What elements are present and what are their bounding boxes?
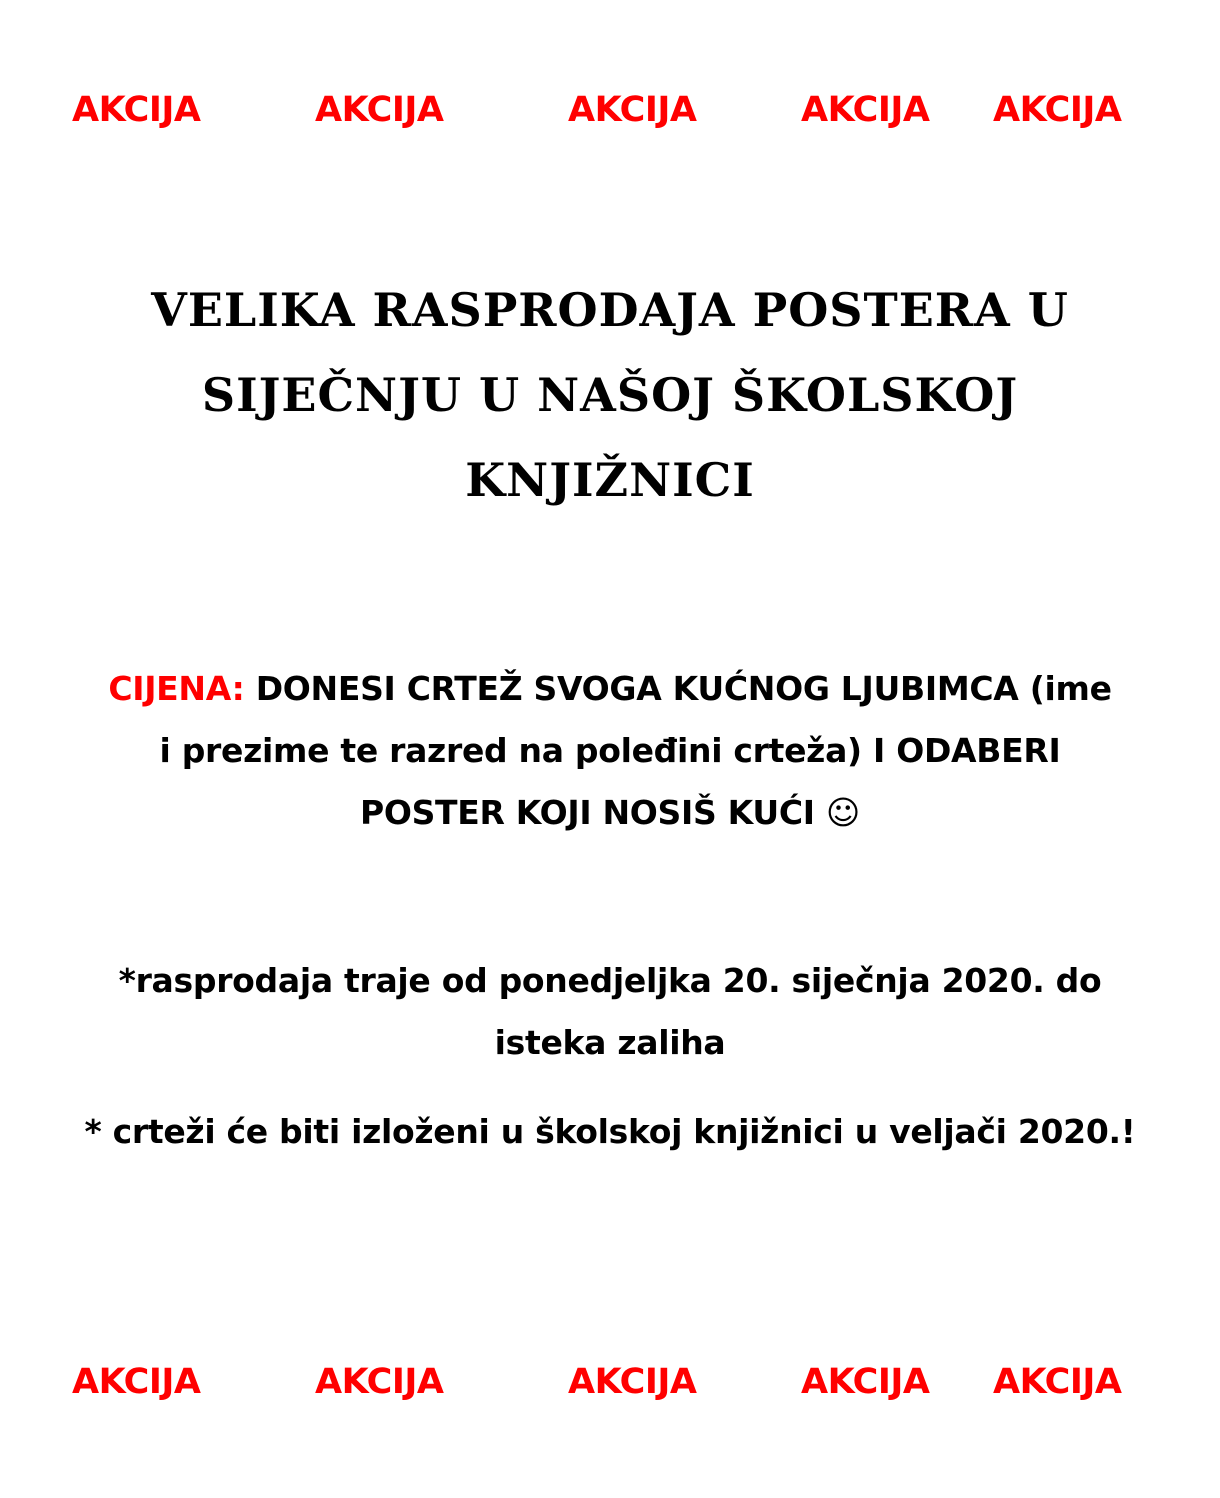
bottom-banner-row <box>0 1362 1220 1412</box>
headline-line-1: VELIKA RASPRODAJA POSTERA U <box>151 283 1069 337</box>
akcija-label: AKCIJA <box>801 90 930 130</box>
sale-note-line-1: *rasprodaja traje od ponedjeljka 20. siječnja 2020. do <box>118 961 1102 1000</box>
akcija-label: AKCIJA <box>568 1362 697 1402</box>
akcija-label: AKCIJA <box>801 1362 930 1402</box>
price-line-1-text: DONESI CRTEŽ SVOGA KUĆNOG LJUBIMCA (ime <box>244 669 1112 708</box>
headline <box>80 268 1140 523</box>
akcija-label: AKCIJA <box>993 90 1122 130</box>
price-line-2: i prezime te razred na poleđini crteža) I ODABERI <box>159 731 1061 770</box>
akcija-label: AKCIJA <box>315 90 444 130</box>
sale-duration-note <box>40 950 1180 1074</box>
price-line-3: POSTER KOJI NOSIŠ KUĆI ☺ <box>359 793 861 832</box>
headline-line-2: SIJEČNJU U NAŠOJ ŠKOLSKOJ <box>201 368 1019 422</box>
akcija-label: AKCIJA <box>72 90 201 130</box>
akcija-label: AKCIJA <box>993 1362 1122 1402</box>
exhibit-note-line: * crteži će biti izloženi u školskoj knjižnici u veljači 2020.! <box>84 1112 1136 1151</box>
exhibit-note <box>40 1101 1180 1163</box>
price-line-1 <box>60 658 1160 720</box>
price-paragraph <box>60 658 1160 844</box>
headline-line-3: KNJIŽNICI <box>465 453 755 507</box>
price-label: CIJENA: <box>108 669 245 708</box>
akcija-label: AKCIJA <box>315 1362 444 1402</box>
akcija-label: AKCIJA <box>72 1362 201 1402</box>
sale-note-line-2: isteka zaliha <box>494 1023 726 1062</box>
akcija-label: AKCIJA <box>568 90 697 130</box>
top-banner-row <box>0 90 1220 140</box>
